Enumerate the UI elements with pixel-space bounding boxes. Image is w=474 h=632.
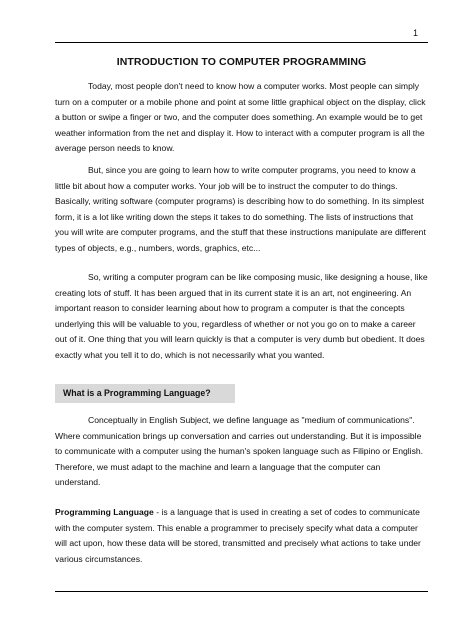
header-rule bbox=[55, 42, 428, 43]
definition-term: Programming Language bbox=[55, 507, 154, 517]
footer-rule bbox=[55, 591, 428, 592]
page-number: 1 bbox=[412, 28, 418, 38]
paragraph-2 bbox=[55, 163, 428, 257]
definition-text: - is a language that is used in creating a set of codes to communicate with the computer system. This enable a programmer to precisely specify what data a computer will act upon, how these data will be stored, transmitted and precisely what actions to take under various circumstances. bbox=[55, 507, 421, 564]
paragraph-1-text: Today, most people don't need to know how a computer works. Most people can simply turn on a computer or a mobile phone and point at some little graphical object on the display, click a button or swipe a finger or two, and the computer does something. An example would be to get weather information from the net and display it. How to interact with a computer program is all the average person needs to know. bbox=[55, 81, 426, 154]
paragraph-3 bbox=[55, 270, 428, 364]
paragraph-5-text bbox=[55, 505, 428, 567]
document-title: INTRODUCTION TO COMPUTER PROGRAMMING bbox=[116, 56, 367, 68]
paragraph-4 bbox=[55, 413, 428, 491]
section-heading: What is a Programming Language? bbox=[55, 384, 235, 403]
paragraph-1 bbox=[55, 79, 428, 157]
paragraph-2-text: But, since you are going to learn how to write computer programs, you need to know a little bit about how a computer works. Your job will be to instruct the computer to do things. Basically, writing software (computer programs) is describing how to do something. In its simplest form, it is a lot like writing down the steps it takes to do something. The lists of instructions that you will write are computer programs, and the stuff that these instructions manipulate are different types of objects, e.g., numbers, words, graphics, etc... bbox=[55, 165, 426, 253]
paragraph-5 bbox=[55, 505, 428, 567]
paragraph-4-text: Conceptually in English Subject, we define language as "medium of communications". Where communication brings up conversation and carries out understanding. But it is impossible to communicate with a computer using the human's spoken language such as Filipino or English. Therefore, we must adapt to the machine and learn a language that the computer can understand. bbox=[55, 415, 424, 488]
paragraph-3-text: So, writing a computer program can be like composing music, like designing a house, like creating lots of stuff. It has been argued that in its current state it is an art, not engineering. An important reason to consider learning about how to program a computer is that the concepts underlying this will be valuable to you, regardless of whether or not you go on to make a career out of it. One thing that you will learn quickly is that a computer is very dumb but obedient. It does exactly what you tell it to do, which is not necessarily what you wanted. bbox=[55, 272, 428, 360]
